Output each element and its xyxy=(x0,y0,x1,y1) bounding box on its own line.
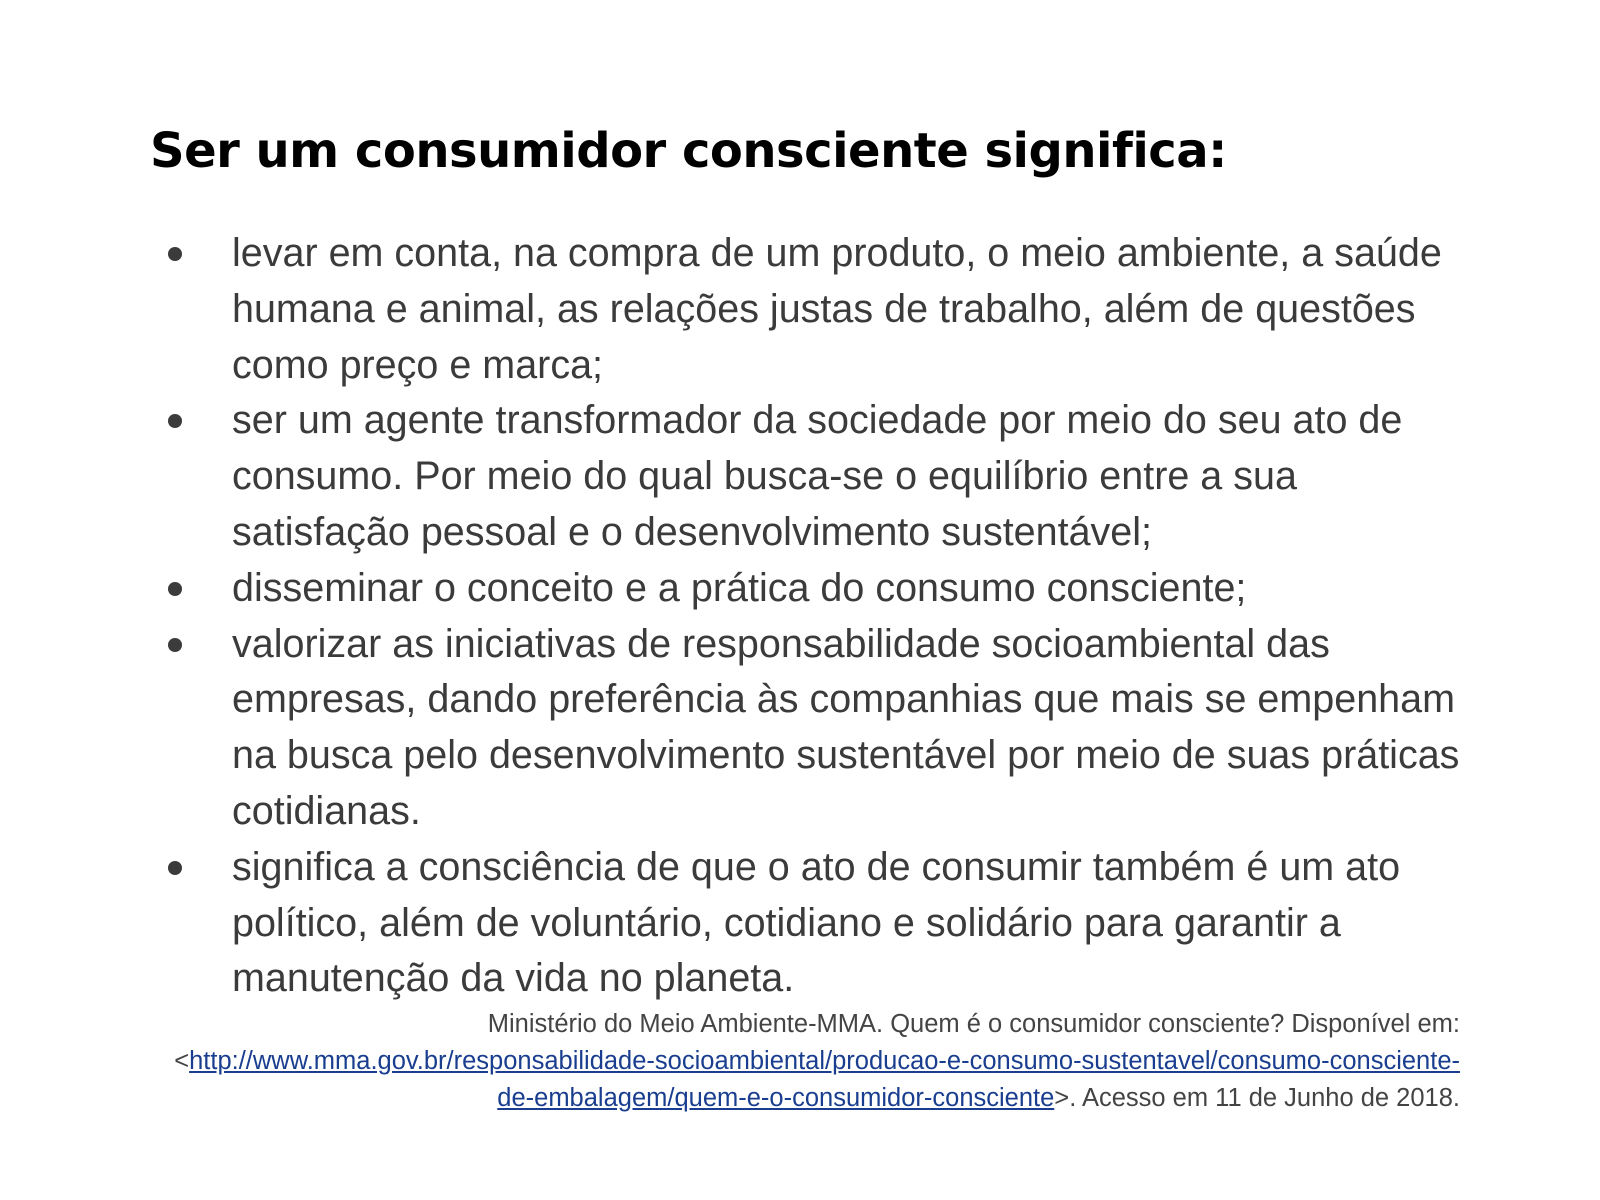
bullet-icon xyxy=(168,861,182,875)
list-item-text: ser um agente transformador da sociedade por meio do seu ato de consumo. Por meio do qual busca-se o equilíbrio entre a sua satisfação pessoal e o desenvolvimento sustentável; xyxy=(232,398,1403,554)
bullet-icon xyxy=(168,638,182,652)
list-item xyxy=(150,226,1460,393)
list-item xyxy=(150,561,1460,617)
citation-suffix: >. Acesso em 11 de Junho de 2018. xyxy=(1054,1084,1460,1112)
list-item-text: valorizar as iniciativas de responsabilidade socioambiental das empresas, dando preferência às companhias que mais se empenham na busca pelo desenvolvimento sustentável por meio de suas práticas cotidianas. xyxy=(232,621,1460,833)
bullet-icon xyxy=(168,414,182,428)
list-item-text: disseminar o conceito e a prática do consumo consciente; xyxy=(232,565,1247,610)
list-item xyxy=(150,617,1460,840)
bullet-icon xyxy=(168,582,182,596)
bullet-icon xyxy=(168,247,182,261)
source-link[interactable]: http://www.mma.gov.br/responsabilidade-socioambiental/producao-e-consumo-sustentavel/consumo-consciente-de-embalagem/quem-e-o-consumidor-consciente xyxy=(189,1047,1460,1112)
bullet-list xyxy=(150,226,1460,1007)
list-item-text: significa a consciência de que o ato de consumir também é um ato político, além de voluntário, cotidiano e solidário para garantir a manutenção da vida no planeta. xyxy=(232,844,1401,1001)
citation-prefix: Ministério do Meio Ambiente-MMA. Quem é o consumidor consciente? Disponível em: < xyxy=(174,1010,1460,1075)
citation xyxy=(150,1006,1460,1117)
page-title: Ser um consumidor consciente significa: xyxy=(150,123,1227,179)
list-item xyxy=(150,393,1460,560)
list-item xyxy=(150,840,1460,1007)
list-item-text: levar em conta, na compra de um produto, o meio ambiente, a saúde humana e animal, as relações justas de trabalho, além de questões como preço e marca; xyxy=(232,231,1442,387)
